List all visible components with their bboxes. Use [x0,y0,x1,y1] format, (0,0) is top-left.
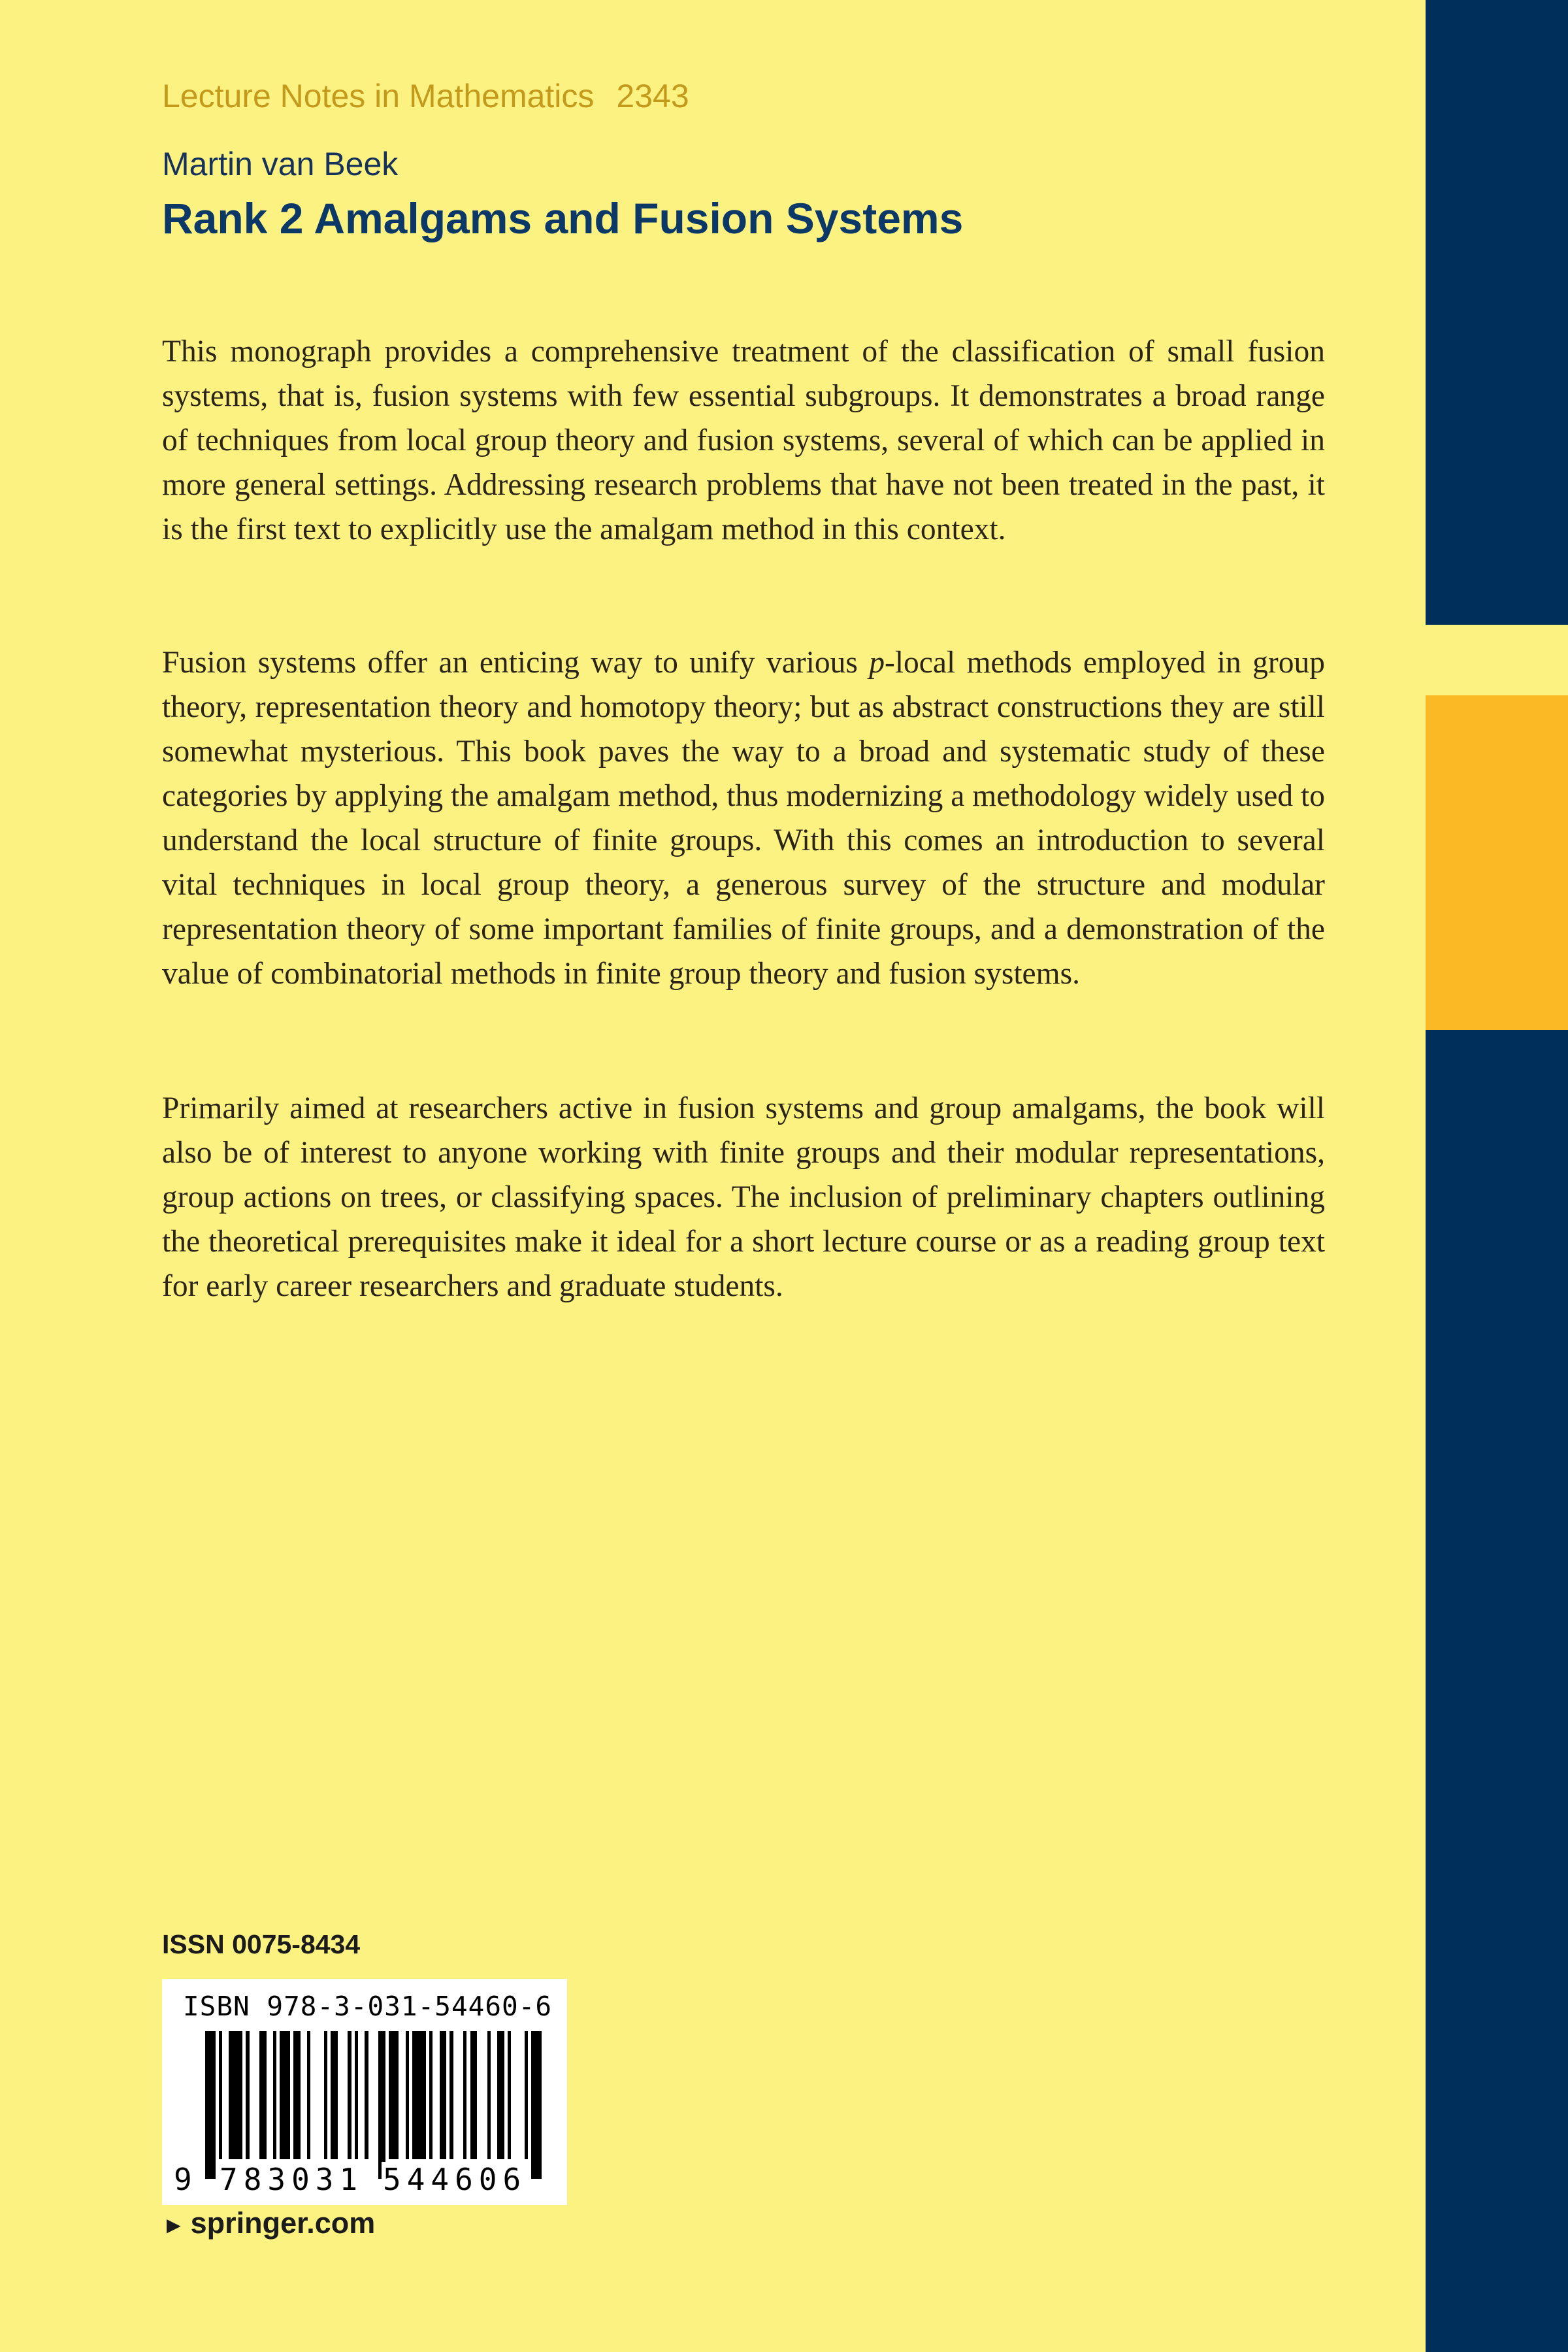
barcode-bar [378,2031,385,2179]
barcode-bar [205,2031,216,2179]
barcode-bar [293,2031,300,2159]
barcode-bar [273,2031,276,2159]
barcode-bar [497,2031,504,2159]
barcode-bar [229,2031,242,2159]
spine-blue-band [1426,0,1568,2352]
barcode-bar [348,2031,351,2159]
blurb-paragraph-3: Primarily aimed at researchers active in fusion systems and group amalgams, the book will also be of interest to anyone working with finite groups and their modular representations, group actions on trees, or classifying spaces. The inclusion of preliminary chapters outlining the theoretical prerequisites make it ideal for a short lecture course or as a reading group text for early career researchers and graduate students. [162,1091,1325,1303]
barcode-bar [219,2031,222,2159]
barcode-bar [259,2031,266,2159]
barcode-block [162,1979,567,2205]
barcode-bar [365,2031,368,2159]
barcode-bar [508,2031,511,2159]
series-name: Lecture Notes in Mathematics [162,78,595,114]
barcode-digits-right: 544606 [383,2162,527,2197]
author-name: Martin van Beek [162,146,399,182]
isbn-label: ISBN 978-3-031-54460-6 [183,1991,553,2022]
series-number: 2343 [616,78,689,114]
series-line [162,77,689,115]
barcode-bar [389,2031,399,2159]
barcode-bar [449,2031,453,2159]
barcode-bar [487,2031,491,2159]
blurb-paragraph-2: Fusion systems offer an enticing way to unify various p-local methods employed in group theory, representation theory and homotopy theory; but as abstract constructions they are still somewhat mysterious. This book paves the way to a broad and systematic study of these categories by applying the amalgam method, thus modernizing a methodology widely used to understand the local structure of finite groups. With this comes an introduction to several vital techniques in local group theory, a generous survey of the structure and modular representation theory of some important families of finite groups, and a demonstration of the value of combinatorial methods in finite group theory and fusion systems. [162,646,1325,991]
spine-light-band [1426,625,1568,695]
barcode-bar [355,2031,358,2159]
barcode-bar [406,2031,409,2159]
arrow-right-icon: ► [162,2211,186,2238]
book-title: Rank 2 Amalgams and Fusion Systems [162,194,964,242]
barcode-bar [429,2031,433,2159]
barcode-bars [205,2031,545,2179]
barcode-bar [440,2031,446,2159]
publisher-link[interactable] [162,2206,375,2240]
publisher-site: springer.com [190,2206,376,2240]
barcode-bar [463,2031,466,2159]
barcode-bar [531,2031,542,2179]
barcode-digits-left: 783031 [220,2162,364,2197]
barcode-bar [470,2031,477,2159]
barcode-bar [307,2031,310,2159]
barcode-bar [280,2031,290,2159]
barcode-bar [331,2031,337,2159]
barcode-digit-first: 9 [174,2162,198,2197]
issn: ISSN 0075-8434 [162,1929,361,1959]
barcode-bar [412,2031,426,2159]
barcode-bar [525,2031,528,2159]
spine-orange-band [1426,695,1568,1030]
blurb-paragraph-1: This monograph provides a comprehensive treatment of the classification of small fusion systems, that is, fusion systems with few essential subgroups. It demonstrates a broad range of techniques from local group theory and fusion systems, several of which can be applied in more general settings. Addressing research problems that have not been treated in the past, it is the first text to explicitly use the amalgam method in this context. [162,335,1325,546]
barcode-bar [324,2031,327,2159]
barcode-bar [246,2031,249,2159]
